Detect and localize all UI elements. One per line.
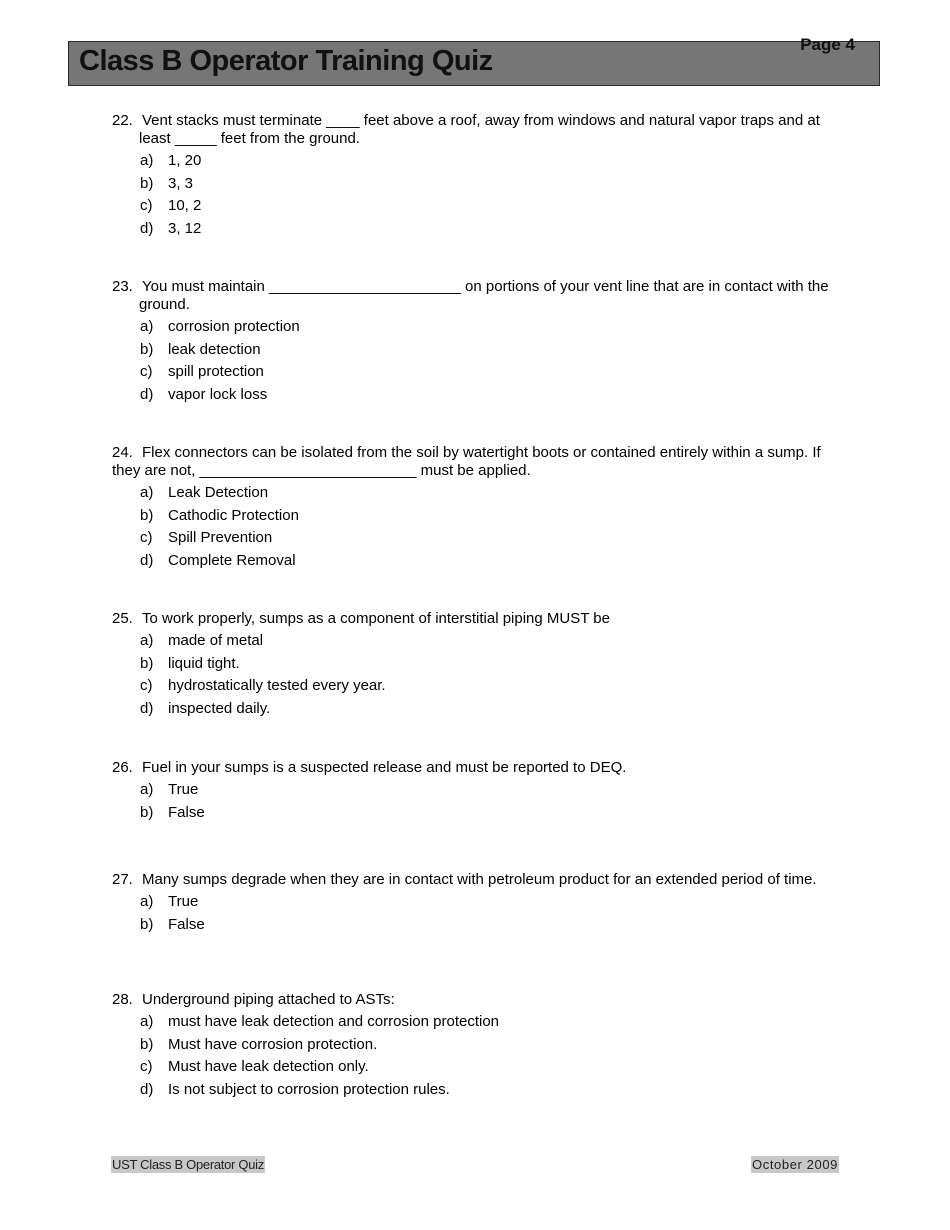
page-number: Page 4 — [800, 35, 855, 54]
answer-option: a) must have leak detection and corrosion protection — [140, 1013, 500, 1030]
question-text: 27. Many sumps degrade when they are in contact with petroleum product for an extended period of time. — [112, 871, 817, 888]
question-text: 24. Flex connectors can be isolated from the soil by watertight boots or contained entirely within a sump. If they are not, __________________________ must be applied. — [112, 444, 821, 479]
question-number: 23. — [112, 278, 133, 295]
answer-options — [112, 152, 842, 242]
answer-option: b) Cathodic Protection — [140, 506, 299, 524]
footer-document-title: UST Class B Operator Quiz — [112, 1157, 264, 1172]
answer-options — [112, 781, 842, 826]
answer-options — [112, 893, 842, 938]
answer-option: c) Must have leak detection only. — [140, 1058, 369, 1075]
answer-option: a) 1, 20 — [140, 152, 202, 169]
answer-options — [112, 484, 842, 574]
answer-option: a) corrosion protection — [140, 318, 300, 335]
footer-date: October 2009 — [752, 1157, 838, 1172]
answer-option: b) False — [140, 915, 205, 933]
question-24 — [112, 444, 842, 574]
answer-option: a) made of metal — [140, 632, 264, 649]
question-number: 24. — [112, 444, 133, 461]
question-number: 28. — [112, 991, 133, 1008]
question-22 — [112, 112, 842, 242]
answer-option: d) inspected daily. — [140, 699, 271, 717]
answer-option: c) 10, 2 — [140, 197, 202, 214]
answer-option: a) True — [140, 893, 199, 910]
answer-option: a) True — [140, 781, 199, 798]
question-text: 28. Underground piping attached to ASTs: — [112, 991, 395, 1008]
question-text: 23. You must maintain _______________________ on portions of your vent line that are in contact with the ground. — [112, 278, 829, 313]
answer-option: b) 3, 3 — [140, 174, 194, 192]
question-number: 22. — [112, 112, 133, 129]
answer-options — [112, 632, 842, 722]
answer-option: d) Complete Removal — [140, 551, 296, 569]
answer-option: d) vapor lock loss — [140, 385, 268, 403]
question-28 — [112, 991, 842, 1103]
answer-options — [112, 318, 842, 408]
question-23 — [112, 278, 842, 408]
question-27 — [112, 871, 842, 938]
question-number: 26. — [112, 759, 133, 776]
question-text: 22. Vent stacks must terminate ____ feet above a roof, away from windows and natural vapor traps and at least _____ feet from the ground. — [112, 112, 820, 147]
question-25 — [112, 610, 842, 722]
answer-option: c) hydrostatically tested every year. — [140, 677, 386, 694]
answer-option: b) leak detection — [140, 340, 261, 358]
question-number: 25. — [112, 610, 133, 627]
answer-option: b) False — [140, 803, 205, 821]
question-text: 26. Fuel in your sumps is a suspected release and must be reported to DEQ. — [112, 759, 627, 776]
page-header — [68, 35, 880, 86]
page-title: Class B Operator Training Quiz — [79, 45, 493, 77]
answer-option: d) Is not subject to corrosion protection rules. — [140, 1080, 450, 1098]
answer-options — [112, 1013, 842, 1103]
answer-option: a) Leak Detection — [140, 484, 269, 501]
question-26 — [112, 759, 842, 826]
answer-option: b) Must have corrosion protection. — [140, 1035, 378, 1053]
answer-option: c) spill protection — [140, 363, 264, 380]
answer-option: d) 3, 12 — [140, 219, 202, 237]
question-number: 27. — [112, 871, 133, 888]
answer-option: c) Spill Prevention — [140, 529, 273, 546]
question-text: 25. To work properly, sumps as a component of interstitial piping MUST be — [112, 610, 610, 627]
answer-option: b) liquid tight. — [140, 654, 240, 672]
